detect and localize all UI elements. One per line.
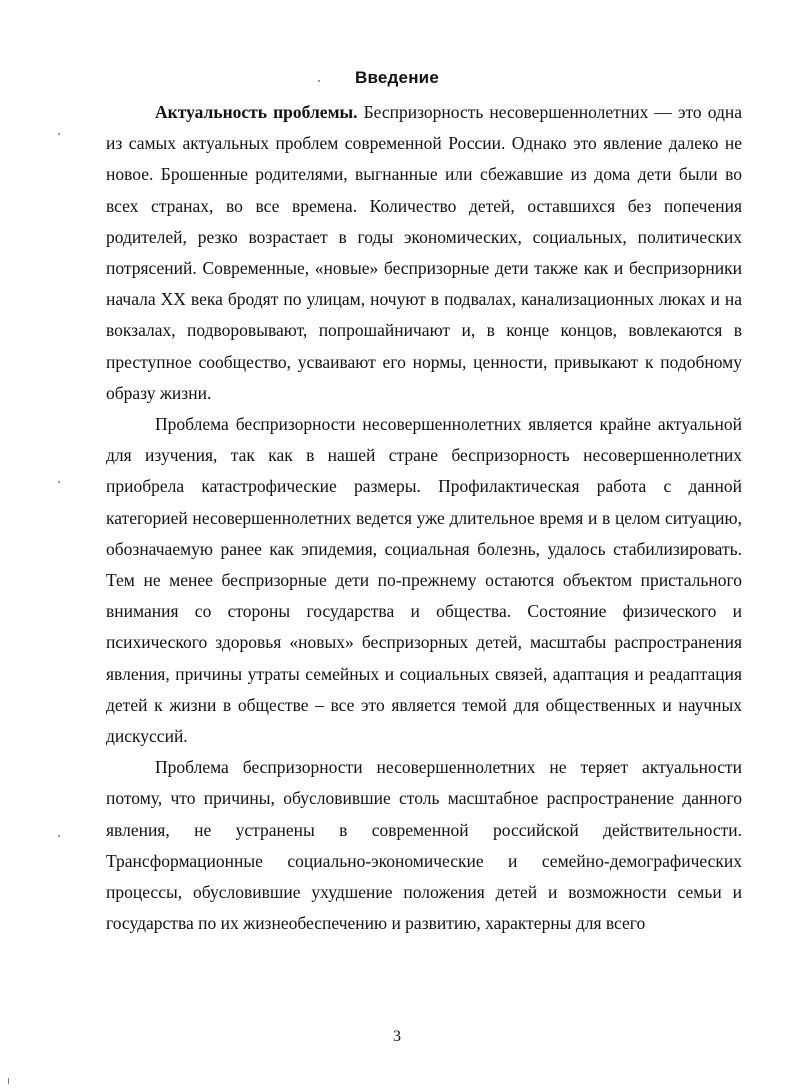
scan-speck [58, 133, 60, 135]
section-heading: Введение [355, 68, 439, 87]
paragraph-text: Проблема беспризорности несовершеннолетних является крайне актуальной для изучения, так как в нашей стране беспризорность несовершеннолетних приобрела катастрофические размеры. Профилактическая работа с данной категорией несовершеннолетних ведется уже длительное время и в целом ситуацию, обозначаемую ранее как эпидемия, социальная болезнь, удалось стабилизировать. Тем не менее беспризорные дети по-прежнему остаются объектом пристального внимания со стороны государства и общества. Состояние физического и психического здоровья «новых» беспризорных детей, масштабы распространения явления, причины утраты семейных и социальных связей, адаптация и реадаптация детей к жизни в обществе – все это является темой для общественных и научных дискуссий. [106, 414, 742, 747]
body-text [106, 97, 742, 939]
scan-speck [58, 835, 60, 837]
paragraph-text: Проблема беспризорности несовершеннолетних не теряет актуальности потому, что причины, обусловившие столь масштабное распространение данного явления, не устранены в современной российской действительности. Трансформационные социально-экономические и семейно-демографических процессы, обусловившие ухудшение положения детей и возможности семьи и государства по их жизнеобеспечению и развитию, характерны для всего [106, 757, 742, 934]
scan-speck [318, 80, 320, 82]
page-number: 3 [393, 1028, 401, 1045]
scan-speck [58, 481, 60, 483]
paragraph-causes [106, 752, 742, 939]
paragraph-lead: Актуальность проблемы. [155, 102, 358, 122]
scan-speck [8, 1078, 9, 1084]
paragraph-relevance [106, 97, 742, 409]
paragraph-study [106, 409, 742, 752]
paragraph-text: Беспризорность несовершеннолетних — это одна из самых актуальных проблем современной России. Однако это явление далеко не новое. Брошенные родителями, выгнанные или сбежавшие из дома дети были во всех странах, во все времена. Количество детей, оставшихся без попечения родителей, резко возрастает в годы экономических, социальных, политических потрясений. Современные, «новые» беспризорные дети также как и беспризорники начала XX века бродят по улицам, ночуют в подвалах, канализационных люках и на вокзалах, подворовывают, попрошайничают и, в конце концов, вовлекаются в преступное сообщество, усваивают его нормы, ценности, привыкают к подобному образу жизни. [106, 102, 742, 403]
